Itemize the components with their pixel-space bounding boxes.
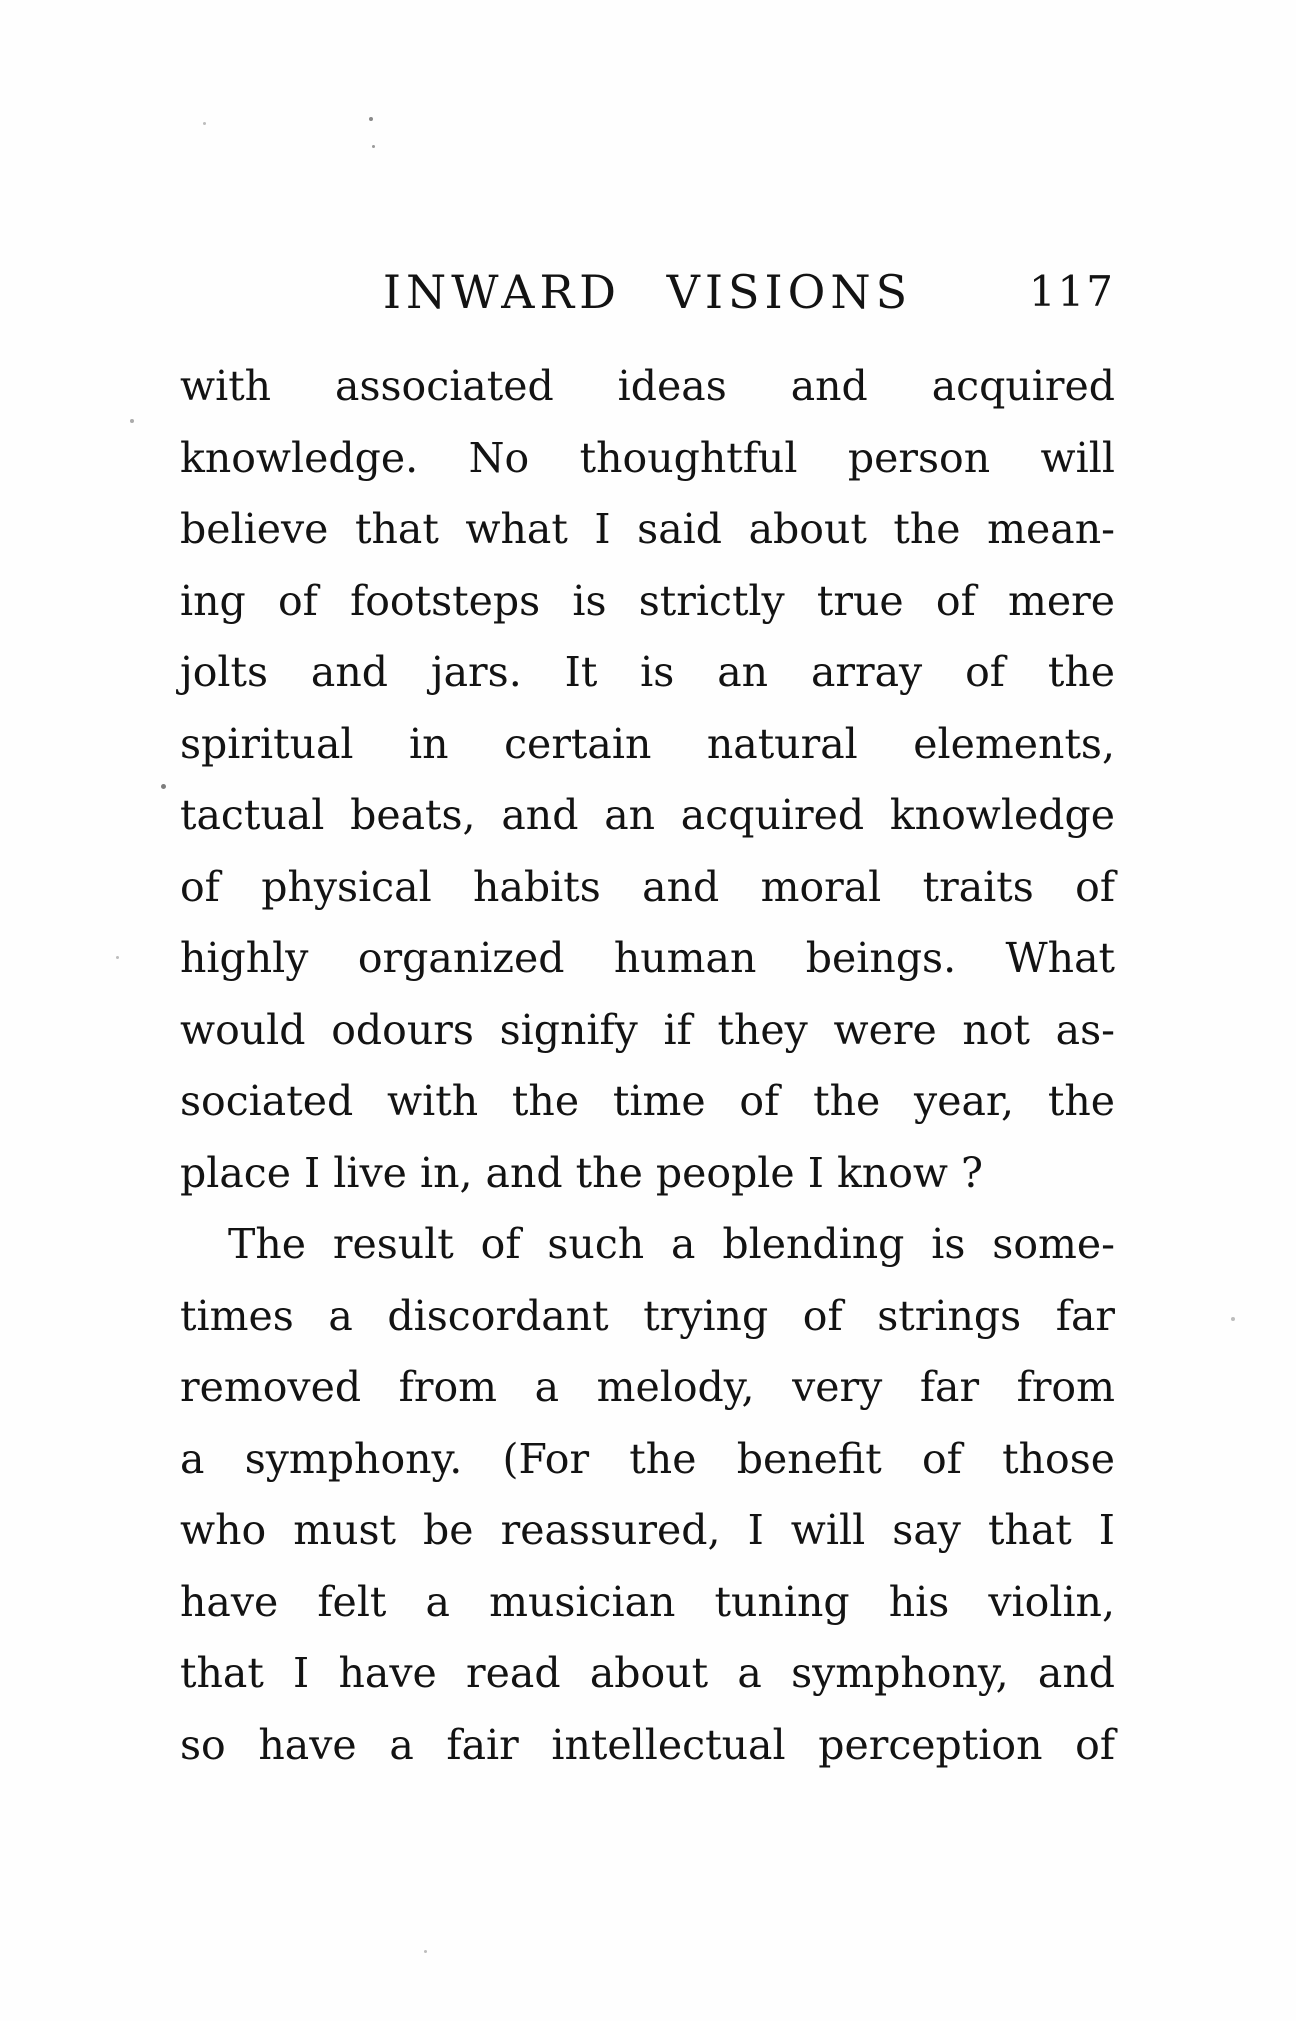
text-line: believe that what I said about the mean- — [180, 505, 1115, 553]
text-line: tactual beats, and an acquired knowledge — [180, 791, 1115, 839]
text-line: of physical habits and moral traits of — [180, 862, 1115, 911]
text-line: spiritual in certain natural elements, — [180, 719, 1115, 768]
scan-speck — [161, 784, 166, 789]
running-header — [180, 266, 1115, 318]
page-title: INWARD VISIONS — [382, 265, 913, 319]
text-line: have felt a musician tuning his violin, — [180, 1577, 1115, 1626]
scan-speck — [116, 956, 119, 959]
text-line: removed from a melody, very far from — [180, 1363, 1115, 1411]
paragraph — [180, 351, 1115, 1209]
scan-speck — [369, 117, 373, 121]
text-line: a symphony. (For the benefit of those — [180, 1434, 1115, 1483]
text-line: place I live in, and the people I know ? — [180, 1148, 983, 1197]
text-line: ing of footsteps is strictly true of mere — [180, 576, 1115, 625]
scan-speck — [203, 122, 206, 125]
text-column — [180, 351, 1115, 1781]
text-line: would odours signify if they were not as- — [180, 1005, 1115, 1054]
text-line: with associated ideas and acquired — [180, 362, 1115, 410]
scan-speck — [424, 1950, 427, 1953]
text-line: sociated with the time of the year, the — [180, 1077, 1115, 1125]
text-line: who must be reassured, I will say that I — [180, 1506, 1115, 1554]
scan-speck — [130, 419, 134, 423]
scan-speck — [1231, 1317, 1235, 1321]
text-line: times a discordant trying of strings far — [180, 1291, 1115, 1340]
text-line: jolts and jars. It is an array of the — [180, 648, 1115, 696]
text-line: so have a fair intellectual perception of — [180, 1720, 1115, 1769]
scan-speck — [372, 145, 375, 148]
text-line: that I have read about a symphony, and — [180, 1649, 1115, 1697]
page-number: 117 — [1028, 267, 1115, 316]
paragraph — [180, 1209, 1115, 1781]
text-line: highly organized human beings. What — [180, 934, 1115, 982]
text-line: knowledge. No thoughtful person will — [180, 433, 1115, 482]
text-line: The result of such a blending is some- — [228, 1220, 1115, 1268]
